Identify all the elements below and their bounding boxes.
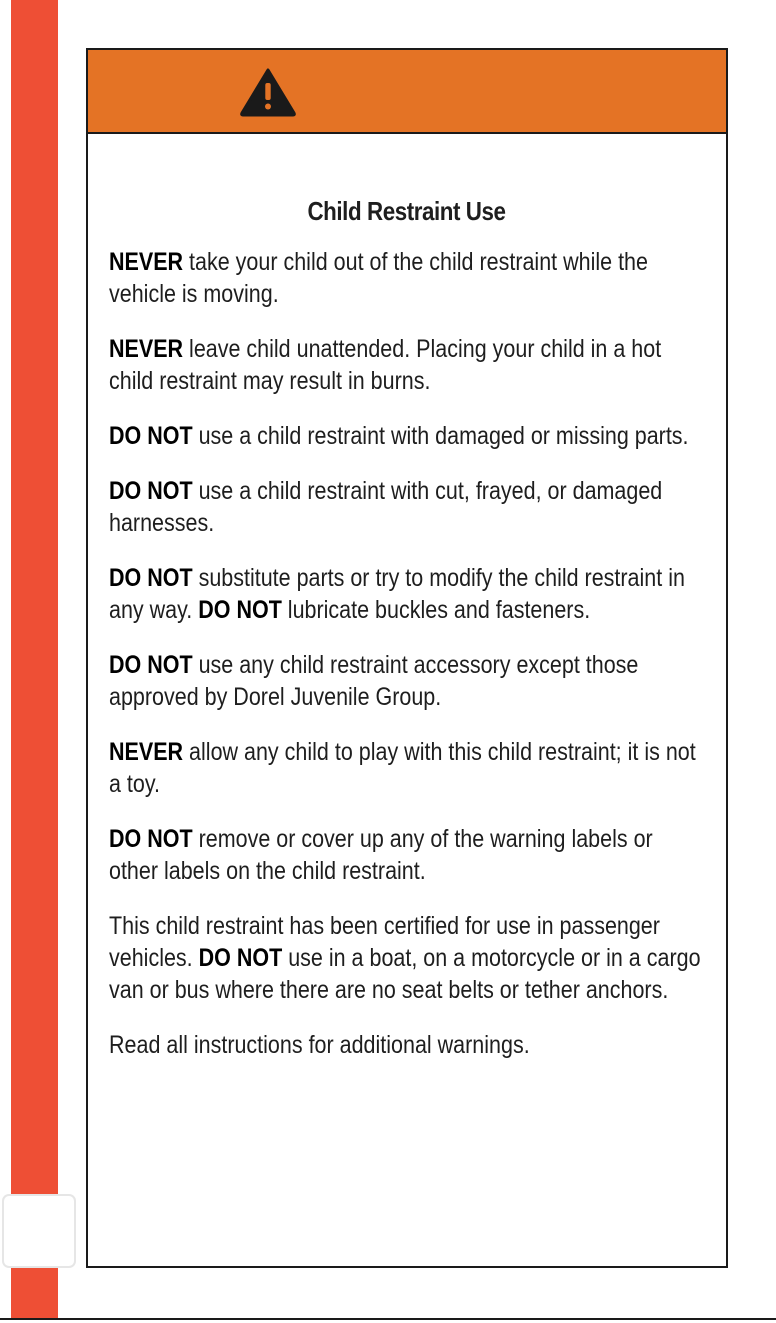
warning-paragraph	[109, 910, 703, 1006]
emphasis-keyword: DO NOT	[109, 477, 193, 505]
paragraph-text: use a child restraint with cut, frayed, or damaged harnesses.	[109, 477, 663, 537]
paragraph-text: remove or cover up any of the warning labels or other labels on the child restraint.	[109, 825, 653, 885]
side-color-bar	[11, 0, 58, 1318]
warning-paragraph	[109, 736, 703, 800]
paragraph-text: leave child unattended. Placing your child in a hot child restraint may result in burns.	[109, 335, 662, 395]
warning-paragraph	[109, 649, 703, 713]
warning-header	[88, 50, 726, 134]
emphasis-keyword: NEVER	[109, 738, 184, 766]
emphasis-keyword: DO NOT	[198, 596, 282, 624]
section-title: Child Restraint Use	[307, 196, 506, 226]
page-tab	[4, 1196, 74, 1266]
warning-paragraph	[109, 475, 703, 539]
emphasis-keyword: DO NOT	[109, 564, 193, 592]
warning-card	[86, 48, 728, 1268]
paragraph-text: use in a boat, on a motorcycle or in a cargo van or bus where there are no seat belts or tether anchors.	[109, 944, 701, 1004]
paragraph-text: Read all instructions for additional warnings.	[109, 1031, 530, 1059]
paragraph-text: lubricate buckles and fasteners.	[281, 596, 591, 624]
emphasis-keyword: DO NOT	[109, 825, 193, 853]
warning-triangle-icon	[239, 67, 297, 117]
warning-paragraph	[109, 562, 703, 626]
emphasis-keyword: DO NOT	[198, 944, 283, 972]
paragraph-text: This child restraint has been certified for use in passenger vehicles.	[109, 912, 660, 972]
emphasis-keyword: NEVER	[109, 248, 184, 276]
bottom-rule	[0, 1318, 776, 1320]
emphasis-keyword: NEVER	[109, 335, 184, 363]
paragraph-text: take your child out of the child restraint while the vehicle is moving.	[109, 248, 648, 308]
emphasis-keyword: DO NOT	[109, 422, 193, 450]
paragraph-text: substitute parts or try to modify the child restraint in any way.	[109, 564, 685, 624]
warning-paragraph	[109, 246, 703, 310]
warning-paragraph	[109, 333, 703, 397]
emphasis-keyword: DO NOT	[109, 651, 193, 679]
paragraph-text: allow any child to play with this child restraint; it is not a toy.	[109, 738, 696, 798]
paragraph-text: use any child restraint accessory except those approved by Dorel Juvenile Group.	[109, 651, 639, 711]
warning-paragraph	[109, 823, 703, 887]
warning-paragraph	[109, 420, 703, 452]
warning-body	[88, 196, 726, 1061]
paragraph-text: use a child restraint with damaged or missing parts.	[192, 422, 689, 450]
warning-paragraph	[109, 1029, 703, 1061]
warning-list	[109, 246, 704, 1061]
